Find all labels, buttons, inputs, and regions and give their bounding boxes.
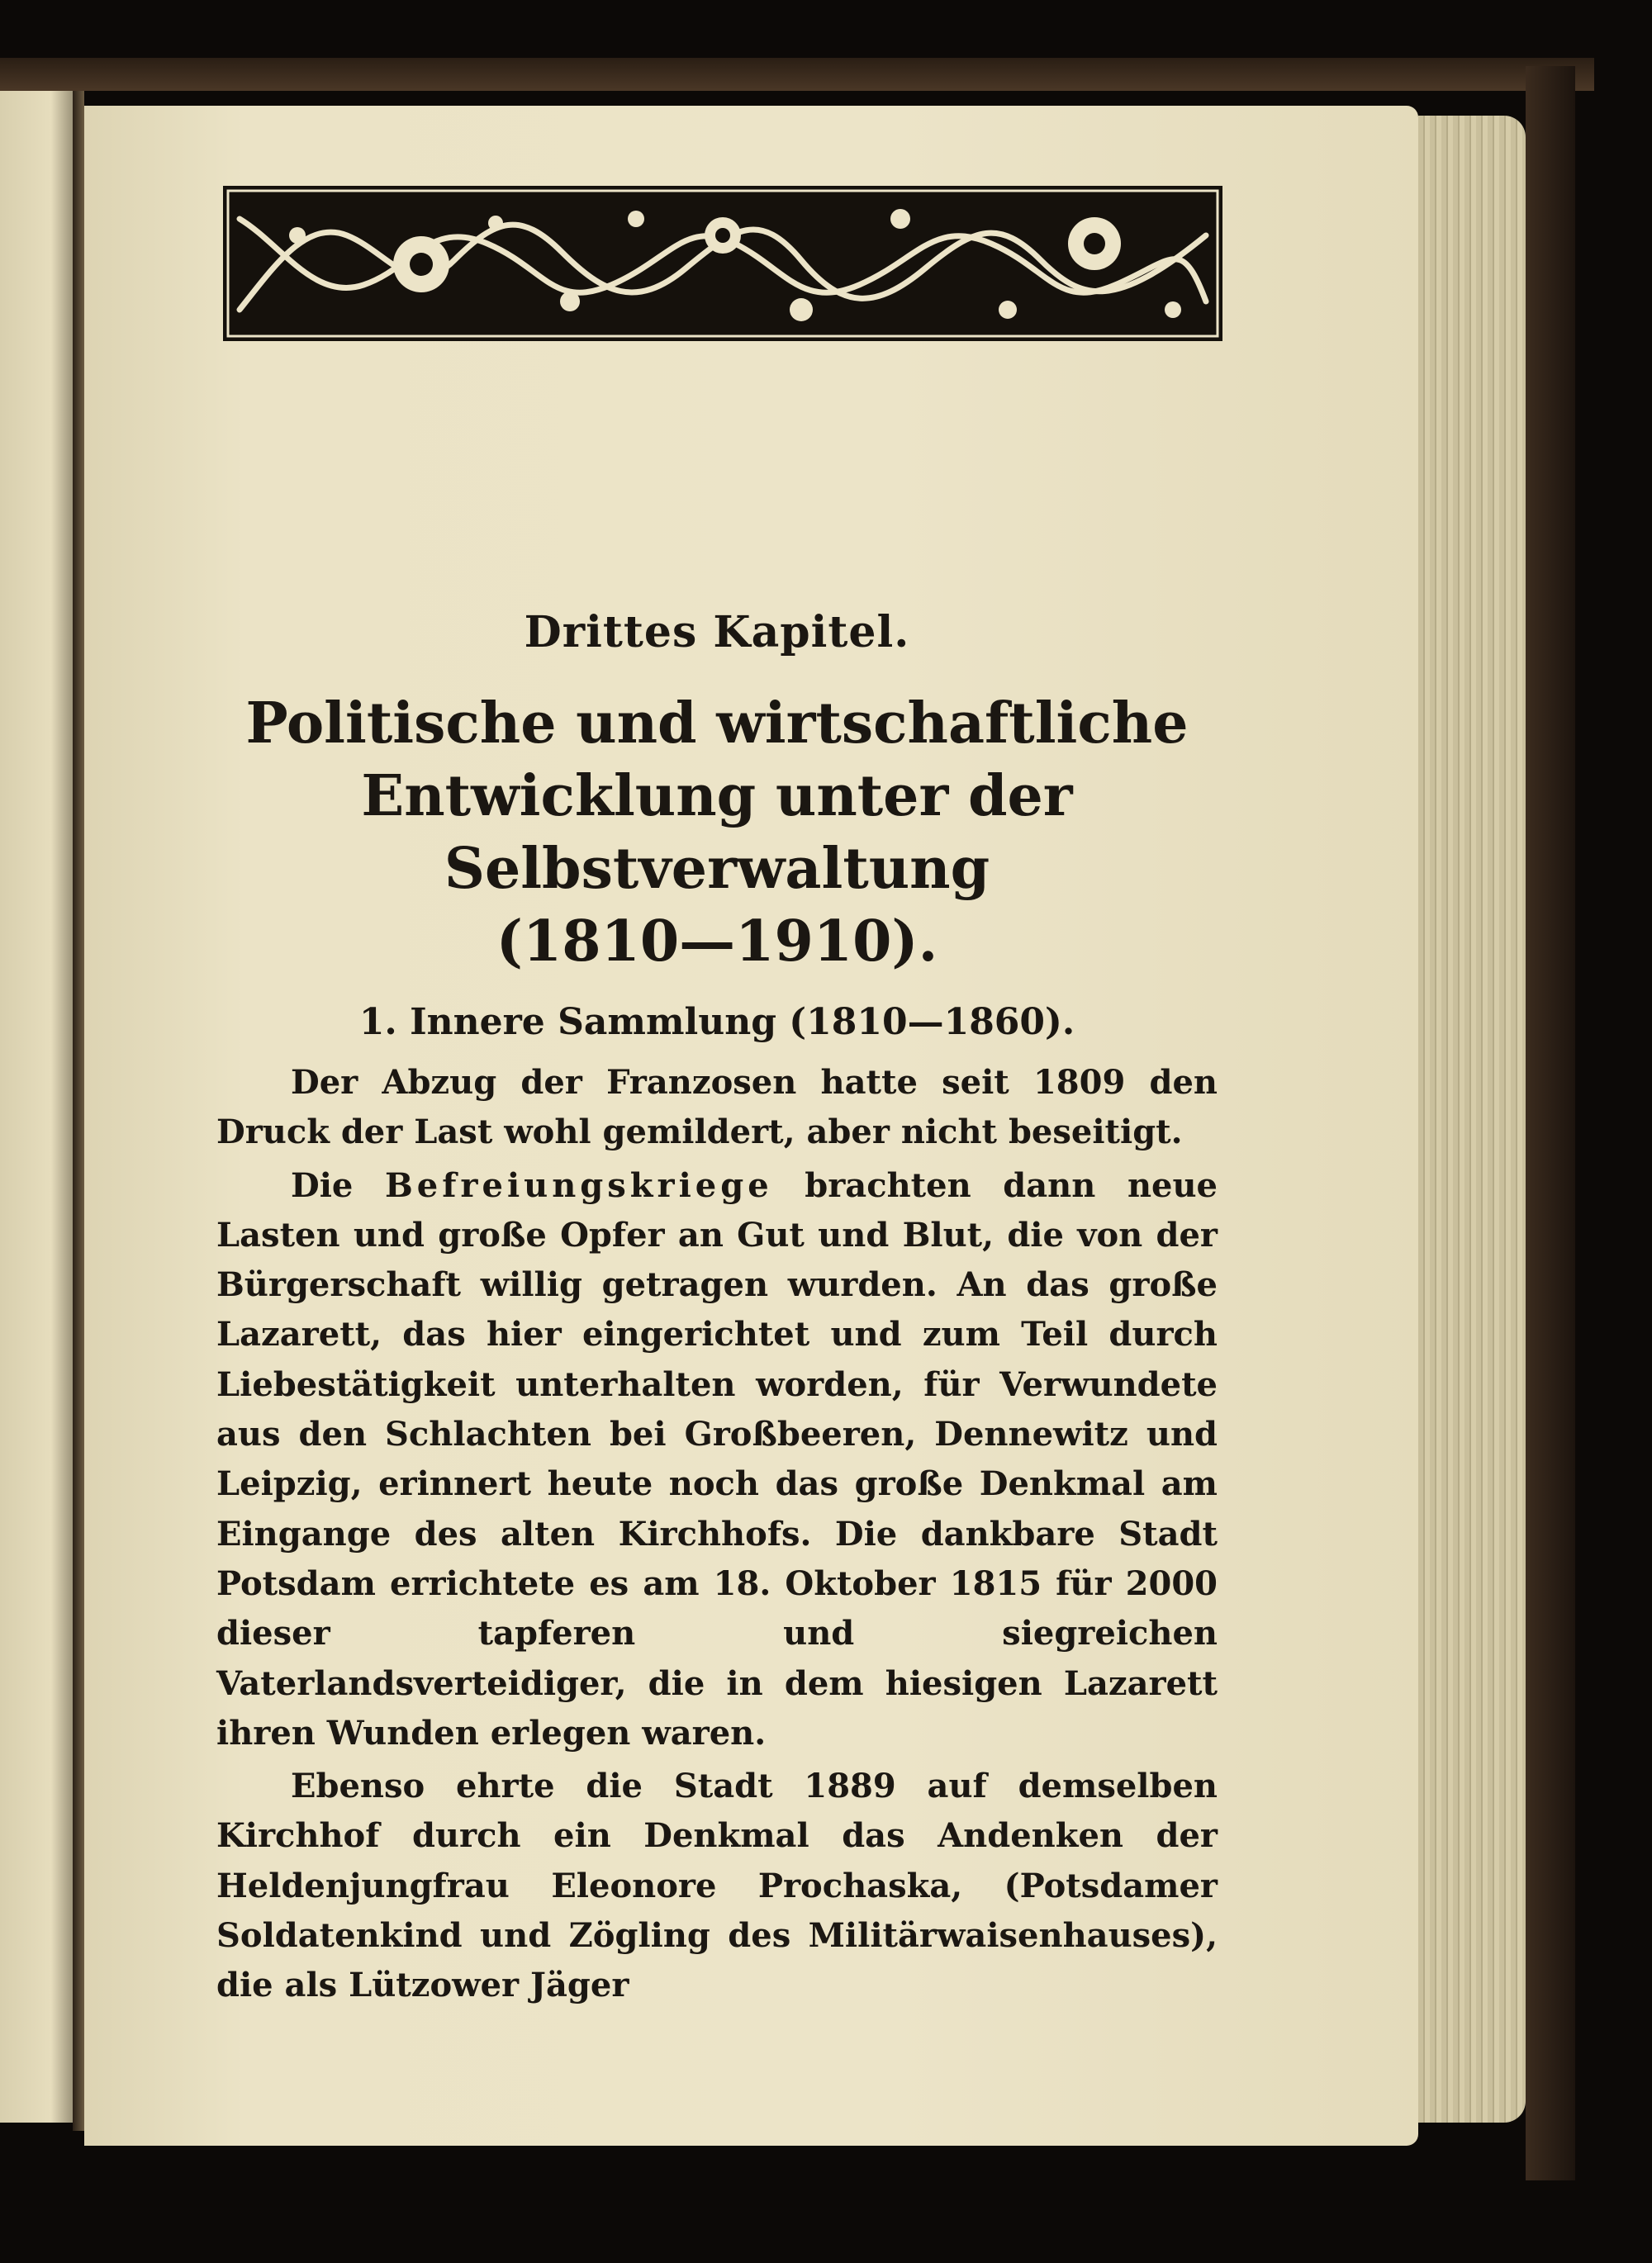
chapter-title-line-2: Entwicklung unter der Selbstverwaltung <box>361 763 1073 902</box>
paragraph-2 <box>216 1161 1218 1759</box>
book-top-edge <box>0 58 1594 91</box>
book-cover-edge <box>1526 66 1575 2180</box>
chapter-label: Drittes Kapitel. <box>524 607 910 657</box>
book-gutter <box>73 91 84 2131</box>
spaced-emphasis-word: Befreiungskriege <box>384 1165 773 1205</box>
ornamental-headpiece <box>223 186 1222 341</box>
paragraph-2-lead-end: brachten dann neue Lasten <box>216 1165 1218 1255</box>
chapter-title-line-3: (1810—1910). <box>496 909 938 975</box>
page-text <box>216 607 1218 2011</box>
paragraph-2-body: und große Opfer an Gut und Blut, die von der Bürgerschaft willig getragen wurden. An das große Lazarett, das hier eingerichtet und zum Teil durch Liebestätigkeit unterhalten worden, für Verwundete aus den Schlachten bei Großbeeren, Dennewitz und Leipzig, erinnert heute noch das große Denkmal am Eingange des alten Kirchhofs. Die dankbare Stadt Potsdam errichtete es am 18. Oktober 1815 für 2000 dieser tapferen und siegreichen Vaterlandsverteidiger, die in dem hiesigen Lazarett ihren Wunden erlegen waren. <box>216 1215 1218 1753</box>
paragraph-3: Ebenso ehrte die Stadt 1889 auf demselben Kirchhof durch ein Denkmal das Andenken der Heldenjungfrau Eleonore Prochaska, (Potsdamer Soldatenkind und Zögling des Militärwaisenhauses), die als Lützower Jäger <box>216 1767 1218 2005</box>
page-stack-edge <box>1418 116 1526 2123</box>
chapter-title-line-1: Politische und wirtschaftliche <box>245 690 1189 757</box>
section-heading: 1. Innere Sammlung (1810—1860). <box>358 1001 1075 1043</box>
left-page-edge <box>0 91 73 2123</box>
paragraph-1: Der Abzug der Franzosen hatte seit 1809 den Druck der Last wohl gemildert, aber nicht beseitigt. <box>216 1063 1218 1152</box>
paragraph-2-lead-start: Die <box>291 1165 385 1205</box>
